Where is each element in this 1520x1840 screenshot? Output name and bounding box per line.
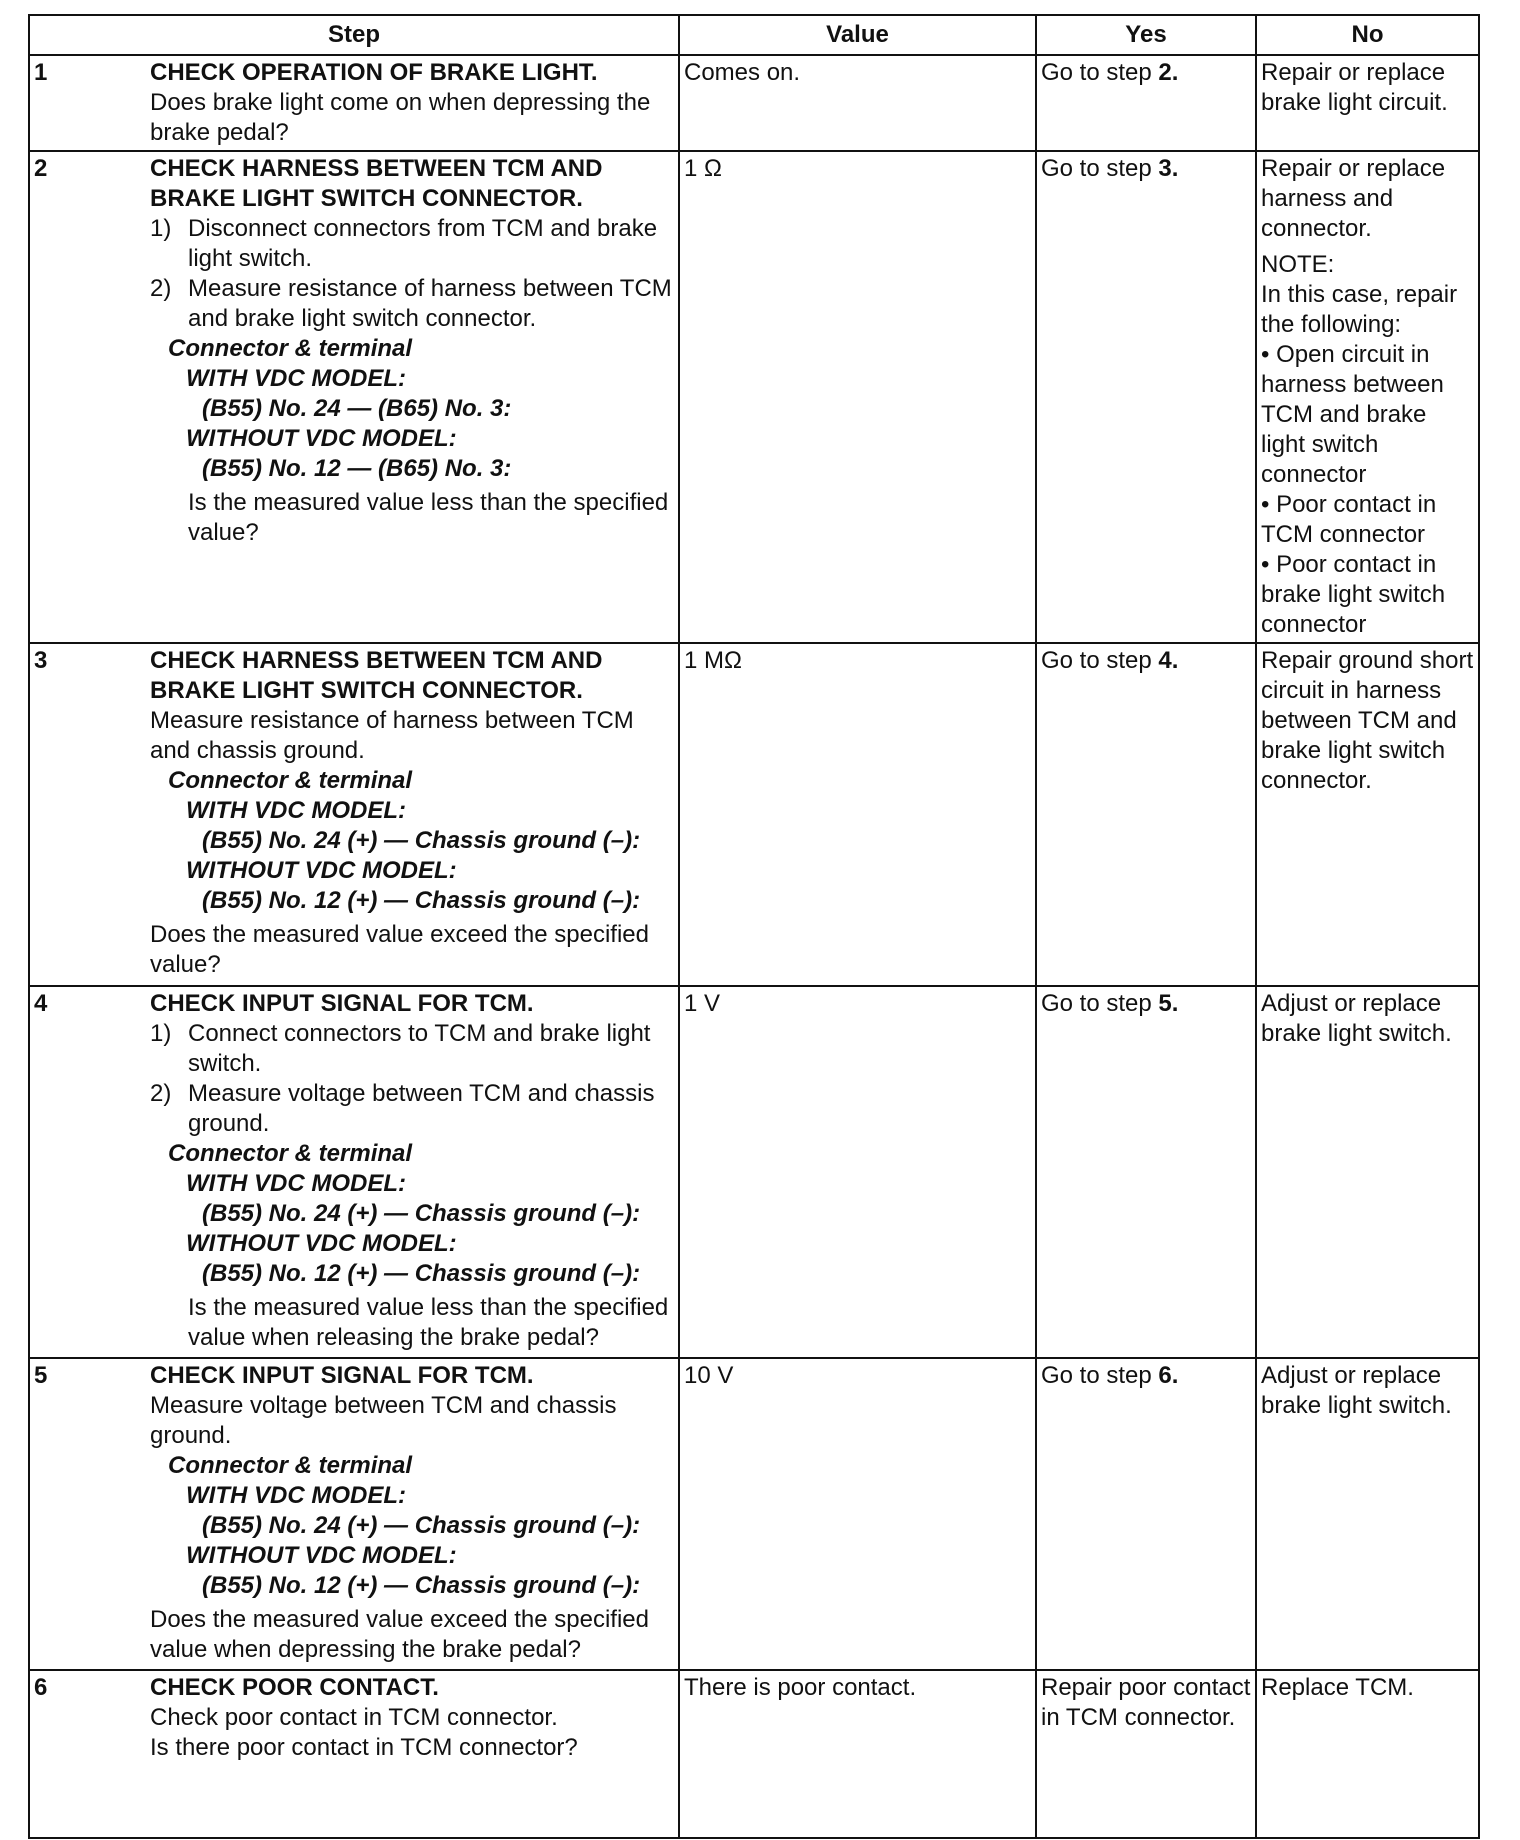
- note-item: • Poor contact in brake light switch connector: [1261, 551, 1446, 638]
- no-cell: Repair ground short circuit in harness between TCM and brake light switch connector.: [1256, 643, 1479, 986]
- value-cell: Comes on.: [679, 55, 1036, 151]
- table-row: [29, 986, 1479, 1358]
- value-cell: 1 Ω: [679, 151, 1036, 643]
- with-vdc-label: WITH VDC MODEL:: [186, 1482, 406, 1509]
- list-item: [150, 1019, 674, 1079]
- value-cell: 10 V: [679, 1358, 1036, 1670]
- yes-cell: Repair poor contact in TCM connector.: [1036, 1670, 1256, 1838]
- list-index: 2): [150, 1080, 172, 1107]
- step-number: 1: [34, 59, 48, 86]
- yes-cell: [1036, 643, 1256, 986]
- yes-prefix: Go to step: [1041, 59, 1159, 86]
- step-title: CHECK OPERATION OF BRAKE LIGHT.: [150, 59, 598, 86]
- yes-prefix: Go to step: [1041, 647, 1159, 674]
- header-no: No: [1256, 15, 1479, 55]
- step-cell: [29, 151, 679, 643]
- yes-prefix: Go to step: [1041, 990, 1159, 1017]
- connector-label: Connector & terminal: [168, 1452, 413, 1479]
- yes-step: 5.: [1158, 990, 1179, 1017]
- yes-cell: [1036, 55, 1256, 151]
- step-cell: [29, 55, 679, 151]
- with-vdc-label: WITH VDC MODEL:: [186, 365, 406, 392]
- step-title: CHECK HARNESS BETWEEN TCM AND BRAKE LIGHT SWITCH CONNECTOR.: [150, 155, 603, 212]
- step-title: CHECK HARNESS BETWEEN TCM AND BRAKE LIGHT SWITCH CONNECTOR.: [150, 647, 603, 704]
- step-title: CHECK INPUT SIGNAL FOR TCM.: [150, 1362, 534, 1389]
- step-body: Measure resistance of harness between TCM and chassis ground.: [150, 707, 634, 764]
- no-cell: [1256, 151, 1479, 643]
- table-row: [29, 1670, 1479, 1838]
- yes-cell: [1036, 986, 1256, 1358]
- without-vdc-terminal: (B55) No. 12 (+) — Chassis ground (–):: [202, 1572, 641, 1599]
- connector-label: Connector & terminal: [168, 335, 413, 362]
- step-question: Does brake light come on when depressing the brake pedal?: [150, 89, 651, 146]
- yes-prefix: Go to step: [1041, 155, 1159, 182]
- value-cell: 1 V: [679, 986, 1036, 1358]
- without-vdc-label: WITHOUT VDC MODEL:: [186, 425, 457, 452]
- yes-step: 3.: [1158, 155, 1179, 182]
- with-vdc-label: WITH VDC MODEL:: [186, 1170, 406, 1197]
- yes-cell: [1036, 1358, 1256, 1670]
- step-cell: [29, 986, 679, 1358]
- with-vdc-terminal: (B55) No. 24 — (B65) No. 3:: [202, 395, 512, 422]
- step-title: CHECK INPUT SIGNAL FOR TCM.: [150, 990, 534, 1017]
- yes-prefix: Go to step: [1041, 1362, 1159, 1389]
- with-vdc-label: WITH VDC MODEL:: [186, 797, 406, 824]
- note-item: • Poor contact in TCM connector: [1261, 491, 1437, 548]
- list-index: 2): [150, 275, 172, 302]
- list-text: Connect connectors to TCM and brake light switch.: [188, 1020, 651, 1077]
- with-vdc-terminal: (B55) No. 24 (+) — Chassis ground (–):: [202, 827, 641, 854]
- note-intro: In this case, repair the following:: [1261, 281, 1458, 338]
- no-cell: Replace TCM.: [1256, 1670, 1479, 1838]
- header-step: Step: [29, 15, 679, 55]
- list-item: [150, 274, 674, 334]
- connector-label: Connector & terminal: [168, 1140, 413, 1167]
- list-text: Measure voltage between TCM and chassis ground.: [188, 1080, 655, 1137]
- without-vdc-label: WITHOUT VDC MODEL:: [186, 1230, 457, 1257]
- step-cell: [29, 643, 679, 986]
- with-vdc-terminal: (B55) No. 24 (+) — Chassis ground (–):: [202, 1512, 641, 1539]
- step-question: Does the measured value exceed the specified value?: [150, 921, 649, 978]
- list-index: 1): [150, 215, 172, 242]
- yes-step: 2.: [1158, 59, 1179, 86]
- without-vdc-label: WITHOUT VDC MODEL:: [186, 857, 457, 884]
- step-body: Check poor contact in TCM connector.: [150, 1704, 558, 1731]
- note-label: NOTE:: [1261, 251, 1335, 278]
- no-cell: Adjust or replace brake light switch.: [1256, 1358, 1479, 1670]
- header-yes: Yes: [1036, 15, 1256, 55]
- step-question: Is there poor contact in TCM connector?: [150, 1734, 578, 1761]
- step-question: Is the measured value less than the specified value when releasing the brake pedal?: [188, 1294, 669, 1351]
- table-row: [29, 1358, 1479, 1670]
- table-row: [29, 643, 1479, 986]
- step-number: 2: [34, 155, 48, 182]
- yes-cell: [1036, 151, 1256, 643]
- no-cell: Adjust or replace brake light switch.: [1256, 986, 1479, 1358]
- list-item: [150, 1079, 674, 1139]
- step-number: 6: [34, 1674, 48, 1701]
- without-vdc-terminal: (B55) No. 12 (+) — Chassis ground (–):: [202, 1260, 641, 1287]
- yes-step: 4.: [1158, 647, 1179, 674]
- list-text: Measure resistance of harness between TCM and brake light switch connector.: [188, 275, 672, 332]
- table-row: [29, 55, 1479, 151]
- step-number: 5: [34, 1362, 48, 1389]
- header-value: Value: [679, 15, 1036, 55]
- without-vdc-terminal: (B55) No. 12 — (B65) No. 3:: [202, 455, 512, 482]
- step-cell: [29, 1670, 679, 1838]
- table-row: [29, 151, 1479, 643]
- step-question: Does the measured value exceed the specified value when depressing the brake pedal?: [150, 1606, 649, 1663]
- value-cell: 1 MΩ: [679, 643, 1036, 986]
- step-number: 3: [34, 647, 48, 674]
- diagnostic-table: [28, 14, 1480, 1839]
- without-vdc-label: WITHOUT VDC MODEL:: [186, 1542, 457, 1569]
- without-vdc-terminal: (B55) No. 12 (+) — Chassis ground (–):: [202, 887, 641, 914]
- list-index: 1): [150, 1020, 172, 1047]
- connector-label: Connector & terminal: [168, 767, 413, 794]
- list-item: [150, 214, 674, 274]
- value-cell: There is poor contact.: [679, 1670, 1036, 1838]
- header-row: [29, 15, 1479, 55]
- step-number: 4: [34, 990, 48, 1017]
- step-body: Measure voltage between TCM and chassis ground.: [150, 1392, 617, 1449]
- no-cell: Repair or replace brake light circuit.: [1256, 55, 1479, 151]
- yes-step: 6.: [1158, 1362, 1179, 1389]
- note-item: • Open circuit in harness between TCM and brake light switch connector: [1261, 341, 1444, 488]
- step-title: CHECK POOR CONTACT.: [150, 1674, 439, 1701]
- with-vdc-terminal: (B55) No. 24 (+) — Chassis ground (–):: [202, 1200, 641, 1227]
- list-text: Disconnect connectors from TCM and brake light switch.: [188, 215, 658, 272]
- step-question: Is the measured value less than the specified value?: [188, 489, 669, 546]
- no-action: Repair or replace harness and connector.: [1261, 155, 1446, 242]
- step-cell: [29, 1358, 679, 1670]
